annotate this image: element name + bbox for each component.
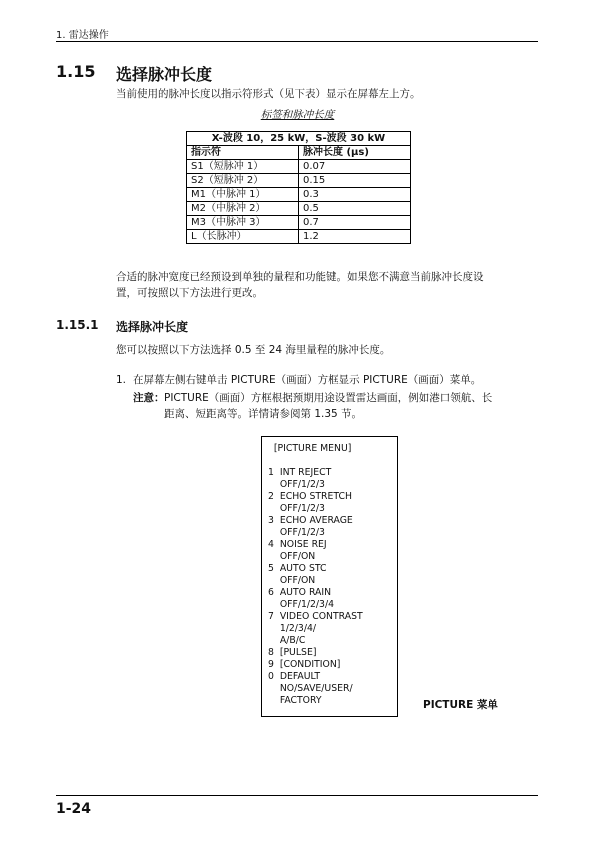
table-cell: 0.3	[299, 188, 411, 202]
menu-caption: PICTURE 菜单	[423, 699, 498, 711]
picture-menu-box	[261, 436, 398, 717]
table-column-header: 指示符	[187, 146, 299, 160]
subsection-intro: 您可以按照以下方法选择 0.5 至 24 海里量程的脉冲长度。	[116, 344, 391, 356]
table-row	[187, 174, 411, 188]
table-cell: 0.5	[299, 202, 411, 216]
table-cell: 1.2	[299, 230, 411, 244]
table-caption: 标签和脉冲长度	[260, 109, 335, 121]
pulse-length-table	[186, 131, 411, 244]
paragraph-line: 合适的脉冲宽度已经预设到单独的量程和功能键。如果您不满意当前脉冲长度设	[116, 271, 484, 283]
picture-menu-text: [PICTURE MENU] 1 INT REJECT OFF/1/2/3 2 ECHO STRETCH OFF/1/2/3 3 ECHO AVERAGE OFF/1/2/3 4 NOISE REJ OFF/ON 5 AUTO STC OFF/ON 6 AUTO RAIN OFF/1/2/3/4 7 VIDEO CONTRAST 1/2/3/4/ A/B/C 8 [PULSE] 9 [CONDITION] 0 DEFAULT NO/SAVE/USER/ FACTORY	[268, 443, 363, 706]
note-text: 距离、短距离等。详情请参阅第 1.35 节。	[164, 408, 363, 420]
page-number: 1-24	[56, 801, 92, 817]
table-column-header: 脉冲长度 (μs)	[299, 146, 411, 160]
step-text: 在屏幕左侧右键单击 PICTURE（画面）方框显示 PICTURE（画面）菜单。	[133, 374, 482, 386]
table-cell: M3（中脉冲 3）	[187, 216, 299, 230]
table-cell: S1（短脉冲 1）	[187, 160, 299, 174]
note-text: PICTURE（画面）方框根据预期用途设置雷达画面，例如港口领航、长	[164, 392, 493, 404]
step-number: 1.	[116, 374, 127, 386]
paragraph-line: 置，可按照以下方法进行更改。	[116, 287, 263, 299]
table-row	[187, 202, 411, 216]
table-cell: S2（短脉冲 2）	[187, 174, 299, 188]
subsection-number: 1.15.1	[56, 318, 99, 332]
table-cell: 0.15	[299, 174, 411, 188]
footer-rule	[56, 795, 538, 796]
table-cell: 0.07	[299, 160, 411, 174]
table-cell: M2（中脉冲 2）	[187, 202, 299, 216]
table-cell: M1（中脉冲 1）	[187, 188, 299, 202]
section-number: 1.15	[56, 62, 96, 81]
table-cell: L（长脉冲）	[187, 230, 299, 244]
table-cell: 0.7	[299, 216, 411, 230]
table-band-header: X-波段 10，25 kW，S-波段 30 kW	[187, 132, 411, 146]
table-row	[187, 160, 411, 174]
section-title: 选择脉冲长度	[116, 65, 213, 84]
running-header: 1. 雷达操作	[56, 30, 109, 41]
table-row	[187, 230, 411, 244]
note-label: 注意：	[133, 392, 165, 404]
section-intro: 当前使用的脉冲长度以指示符形式（见下表）显示在屏幕左上方。	[116, 88, 421, 100]
table-row	[187, 188, 411, 202]
table-row	[187, 216, 411, 230]
section-paragraph	[116, 269, 536, 301]
header-rule	[56, 41, 538, 42]
subsection-title: 选择脉冲长度	[116, 320, 189, 334]
